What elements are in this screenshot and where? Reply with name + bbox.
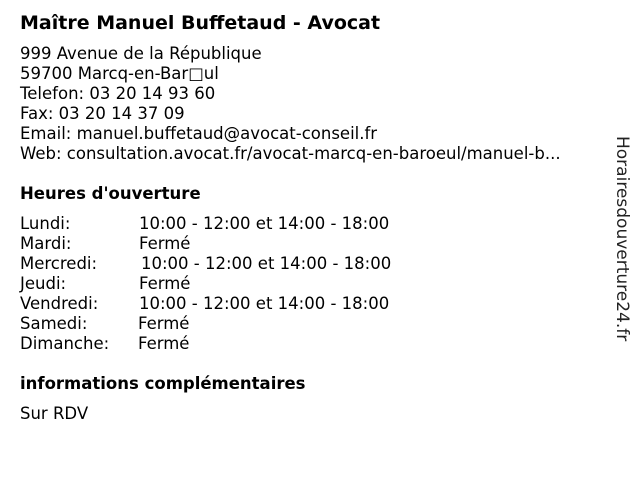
day-label: Dimanche: — [20, 334, 110, 353]
time-value: 10:00 - 12:00 et 14:00 - 18:00 — [139, 214, 390, 233]
time-value: 10:00 - 12:00 et 14:00 - 18:00 — [141, 254, 392, 273]
fax-number: Fax: 03 20 14 37 09 — [20, 104, 185, 123]
phone-number: Telefon: 03 20 14 93 60 — [20, 84, 216, 103]
page-title: Maître Manuel Buffetaud - Avocat — [20, 12, 381, 34]
time-value: Fermé — [139, 274, 191, 293]
info-heading: informations complémentaires — [20, 374, 306, 393]
day-label: Lundi: — [20, 214, 71, 233]
time-value: Fermé — [139, 234, 191, 253]
website-url: Web: consultation.avocat.fr/avocat-marcq-en-baroeul/manuel-b... — [20, 144, 561, 163]
time-value: Fermé — [138, 314, 190, 333]
day-label: Vendredi: — [20, 294, 99, 313]
watermark-text: Horairesdouverture24.fr — [612, 136, 632, 342]
time-value: Fermé — [138, 334, 190, 353]
time-value: 10:00 - 12:00 et 14:00 - 18:00 — [139, 294, 390, 313]
info-text: Sur RDV — [20, 404, 89, 423]
day-label: Mardi: — [20, 234, 72, 253]
day-label: Samedi: — [20, 314, 88, 333]
email-address: Email: manuel.buffetaud@avocat-conseil.fr — [20, 124, 378, 143]
address-city: 59700 Marcq-en-Bar□ul — [20, 64, 219, 83]
day-label: Mercredi: — [20, 254, 98, 273]
contact-block — [20, 44, 561, 164]
address-street: 999 Avenue de la République — [20, 44, 262, 63]
day-label: Jeudi: — [20, 274, 67, 293]
hours-heading: Heures d'ouverture — [20, 184, 201, 203]
